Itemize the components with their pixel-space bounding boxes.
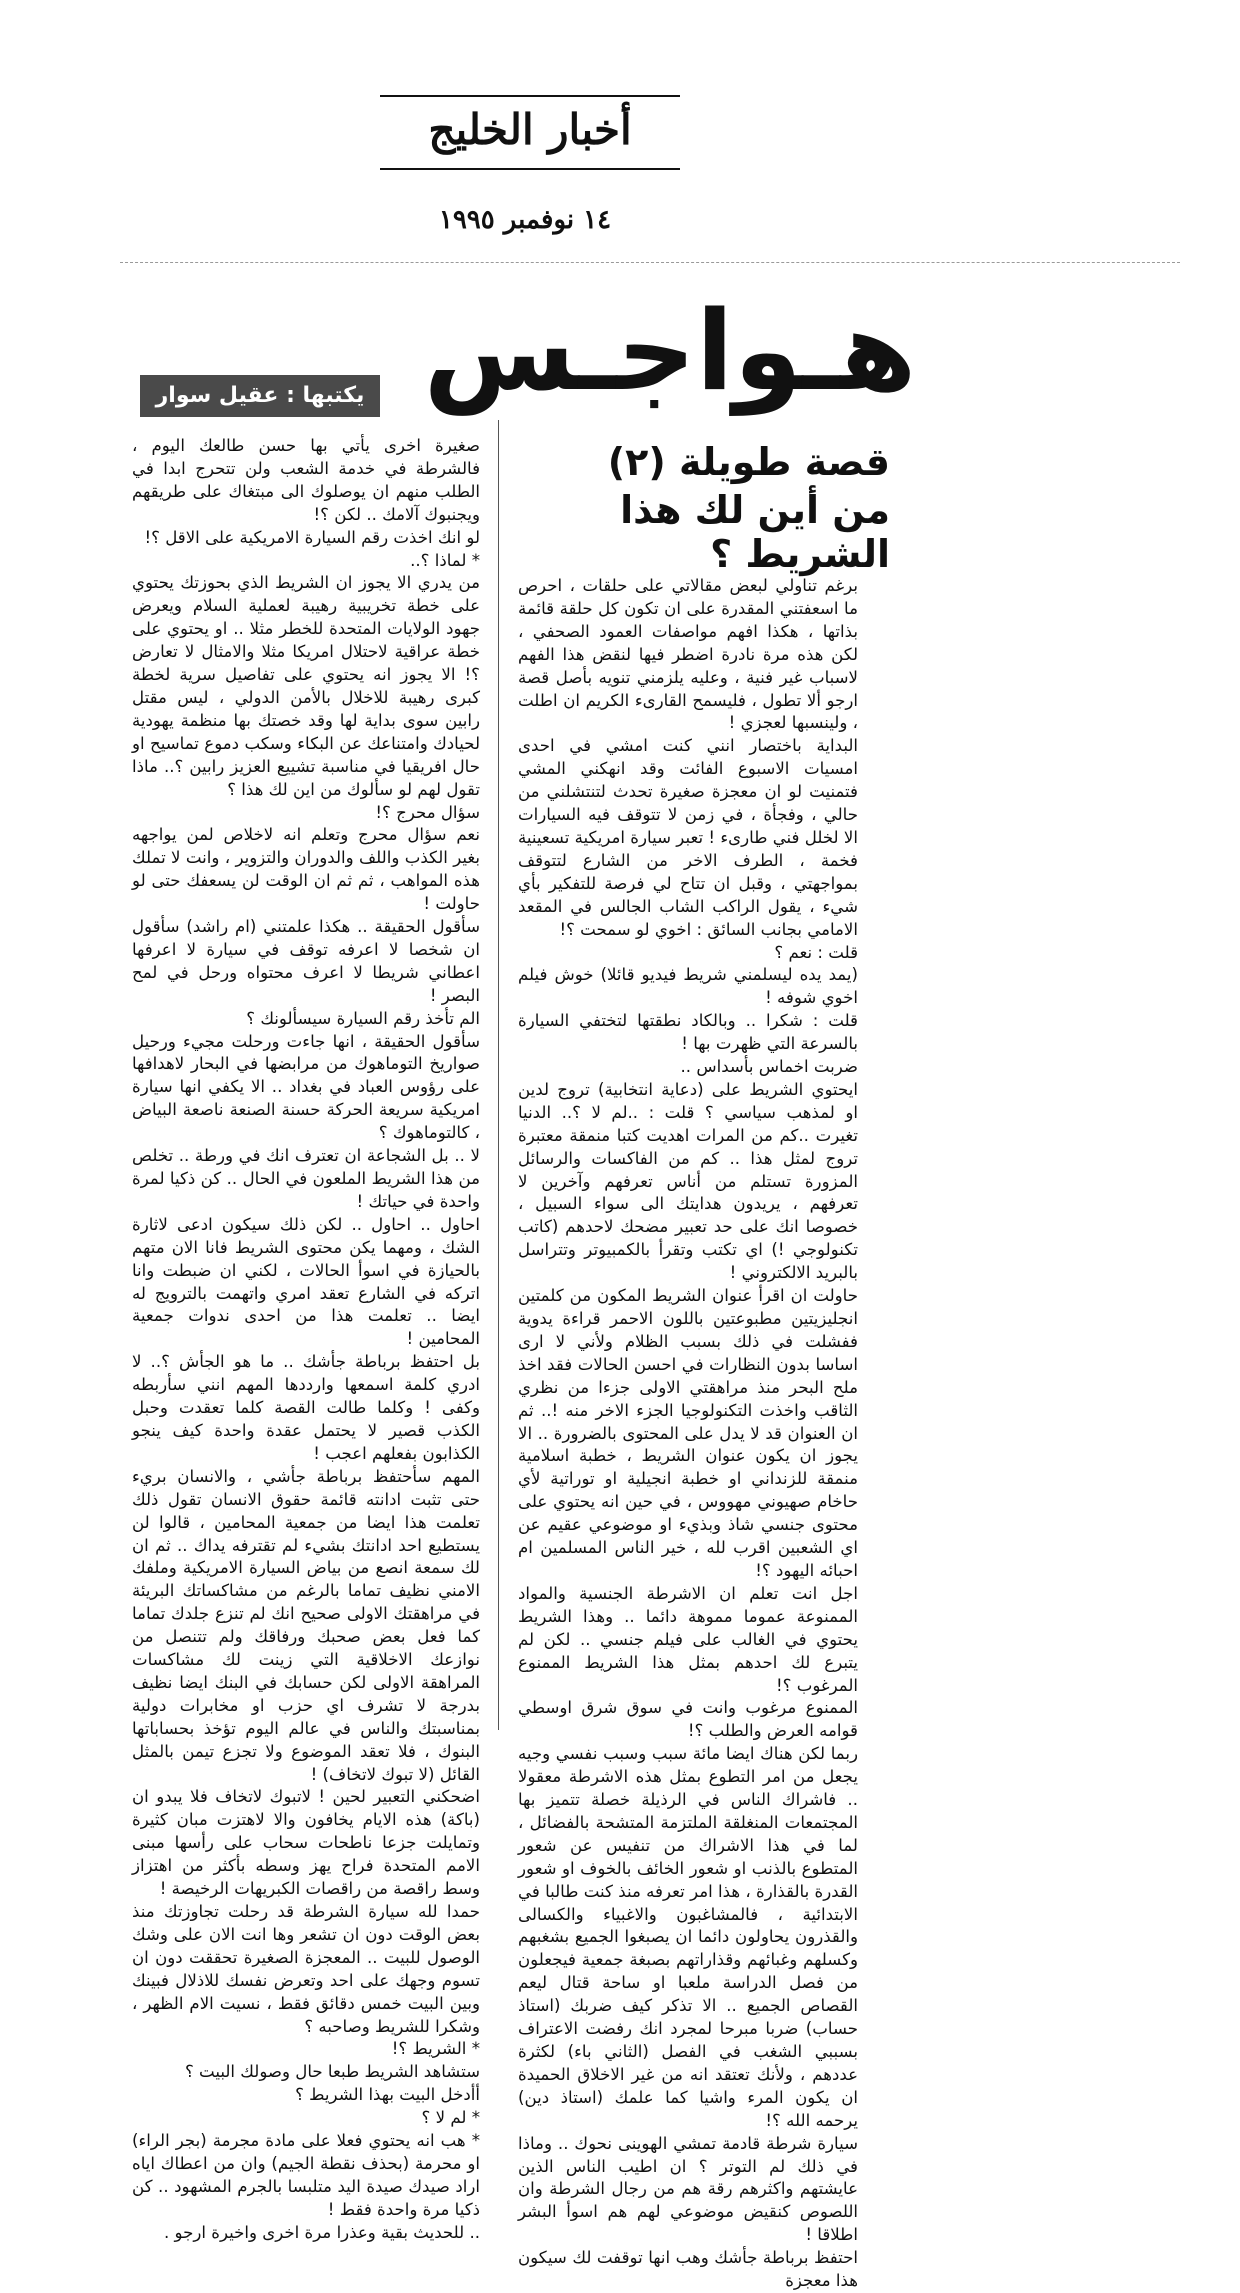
byline-box: يكتبها : عقيل سوار	[140, 375, 380, 417]
newspaper-masthead	[380, 95, 680, 170]
article-headline: قصة طويلة (٢)	[607, 440, 890, 484]
header-rule	[120, 262, 1180, 264]
article-body-left-column: صغيرة اخرى يأتي بها حسن طالعك اليوم ، فالشرطة في خدمة الشعب ولن تتحرج ابدا في الطلب منهم ان يوصلوك الى مبتغاك على طريقهم ويجنبوك آلامك .. لكن ؟! لو انك اخذت رقم السيارة الامريكية على الاقل ؟! * لماذا ؟.. من يدري الا يجوز ان الشريط الذي بحوزتك يحتوي على خطة تخريبية رهيبة لعملية السلام ويعرض جهود الولايات المتحدة للخطر مثلا .. او يحتوي على خطة عراقية لاحتلال امريكا مثلا والامثال لا تعارض ؟! الا يجوز انه يحتوي على تفاصيل سرية لخطة كبرى رهيبة للاخلال بالأمن الدولي ، ليس مقتل رابين سوى بداية لها وقد خصتك بها منظمة يهودية لحيادك وامتناعك عن البكاء وسكب دموع تماسيح او حال افريقيا في مناسبة تشييع العزيز رابين ؟.. ماذا تقول لهم لو سألوك من اين لك هذا ؟ سؤال محرج ؟! نعم سؤال محرج وتعلم انه لاخلاص لمن يواجهه بغير الكذب واللف والدوران والتزوير ، وانت لا تملك هذه المواهب ، ثم ثم ان الوقت لن يسعفك حتى لو حاولت ! سأقول الحقيقة .. هكذا علمتني (ام راشد) سأقول ان شخصا لا اعرفه توقف في سيارة لا اعرفها اعطاني شريطا لا اعرف محتواه ورحل في لمح البصر ! الم تأخذ رقم السيارة سيسألونك ؟ سأقول الحقيقة ، انها جاءت ورحلت مجيء ورحيل صواريخ التوماهوك من مرابضها في البحار لاهدافها على رؤوس العباد في بغداد .. الا يكفي انها سيارة امريكية سريعة الحركة حسنة الصنعة ناصعة البياض ، كالتوماهوك ؟ لا .. بل الشجاعة ان تعترف انك في ورطة .. تخلص من هذا الشريط الملعون في الحال .. كن ذكيا لمرة واحدة في حياتك ! احاول .. احاول .. لكن ذلك سيكون ادعى لاثارة الشك ، ومهما يكن محتوى الشريط فانا الان متهم بالحيازة في اسوأ الحالات ، لكني ان ضبطت وانا اتركه في الشارع تعقد امري واتهمت بالترويج له ايضا .. تعلمت هذا من احدى ندوات جمعية المحامين ! بل احتفظ برباطة جأشك .. ما هو الجأش ؟.. لا ادري كلمة اسمعها وارددها المهم انني سأربطه وكفى ! وكلما طالت القصة كلما تعقدت وحبل الكذب قصير لا يحتمل عقدة واحدة كيف ينجو الكذابون بفعلهم اعجب ! المهم سأحتفظ برباطة جأشي ، والانسان بريء حتى تثبت ادانته قائمة حقوق الانسان تقول ذلك تعلمت هذا ايضا من جمعية المحامين ، قالوا لن يستطيع احد ادانتك بشيء لم تقترفه يداك .. ثم ان لك سمعة انصع من بياض السيارة الامريكية وملفك الامني نظيف تماما بالرغم من مشاكساتك البريئة في مراهقتك الاولى صحيح انك لم تنزع جلدك تماما كما فعل بعض صحبك ورفاقك ولم تتنصل من نوازعك الاخلاقية التي زينت لك مشاكسات المراهقة الاولى لكن حسابك في البنك ايضا نظيف بدرجة لا تشرف اي حزب او مخابرات دولية بمناسبتك والناس في عالم اليوم تؤخذ بحساباتها البنوك ، فلا تعقد الموضوع ولا تجزع تيمن بالمثل القائل (لا تبوك لاتخاف) ! اضحكني التعبير لحين ! لاتبوك لاتخاف فلا يبدو ان (باكة) هذه الايام يخافون والا لاهتزت مبان كثيرة وتمايلت جزعا ناطحات سحاب على رأسها مبنى الامم المتحدة فراح يهز وسطه بأكثر من اهتزاز وسط راقصة من راقصات الكبريهات الرخيصة ! حمدا لله سيارة الشرطة قد رحلت تجاوزتك منذ بعض الوقت دون ان تشعر وها انت الان على وشك الوصول للبيت .. المعجزة الصغيرة تحققت دون ان تسوم وجهك على احد وتعرض نفسك للاذلال فبينك وبين البيت خمس دقائق فقط ، نسيت الام الظهر ، وشكرا للشريط وصاحبه ؟ * الشريط ؟! ستشاهد الشريط طبعا حال وصولك البيت ؟ أأدخل البيت بهذا الشريط ؟ * لم لا ؟ * هب انه يحتوي فعلا على مادة مجرمة (بجر الراء) او محرمة (بحذف نقطة الجيم) وان من اعطاك اياه اراد صيدك صيدة اليد متلبسا بالجرم المشهود .. كن ذكيا مرة واحدة فقط ! .. للحديث بقية وعذرا مرة اخرى واخيرة ارجو .	[132, 436, 480, 2242]
article-body-right-column: برغم تناولي لبعض مقالاتي على حلقات ، احرص ما اسعفتني المقدرة على ان تكون كل حلقة قائمة بذاتها ، هكذا افهم مواصفات العمود الصحفي ، لكن هذه مرة نادرة اضطر فيها لنقض هذا الفهم لاسباب غير فنية ، وعليه يلزمني تنويه بأصل قصة ارجو ألا تطول ، فليسمح القارىء الكريم ان اطلت ، ولينسبها لعجزي ! البداية باختصار انني كنت امشي في احدى امسيات الاسبوع الفائت وقد انهكني المشي فتمنيت لو ان معجزة صغيرة تحدث لتنتشلني من حالي ، وفجأة ، في زمن لا تتوقف فيه السيارات الا لخلل فني طارىء ! تعبر سيارة امريكية تسعينية فخمة ، الطرف الاخر من الشارع لتتوقف بمواجهتي ، وقبل ان تتاح لي فرصة للتفكير بأي شيء ، يقول الراكب الشاب الجالس في المقعد الامامي بجانب السائق : اخوي لو سمحت ؟! قلت : نعم ؟ (يمد يده ليسلمني شريط فيديو قائلا) خوش فيلم اخوي شوفه ! قلت : شكرا .. وبالكاد نطقتها لتختفي السيارة بالسرعة التي ظهرت بها ! ضربت اخماس بأسداس .. ايحتوي الشريط على (دعاية انتخابية) تروج لدين او لمذهب سياسي ؟ قلت : ..لم لا ؟.. الدنيا تغيرت ..كم من المرات اهديت كتبا منمقة معتبرة تروج لمثل هذا .. كم من الفاكسات والرسائل المزورة تستلم من أناس تعرفهم وآخرين لا تعرفهم ، يريدون هدايتك الى سواء السبيل ، خصوصا انك على حد تعبير مضحك لاحدهم (كاتب تكنولوجي !) اي تكتب وتقرأ بالكمبيوتر وتتراسل بالبريد الالكتروني ! حاولت ان اقرأ عنوان الشريط المكون من كلمتين انجليزيتين مطبوعتين باللون الاحمر قراءة يدوية ففشلت في ذلك بسبب الظلام ولأني لا ارى اساسا بدون النظارات في احسن الحالات فقد اخذ ملح البحر منذ مراهقتي الاولى جزءا من نظري الثاقب واخذت التكنولوجيا الجزء الاخر منه !.. ثم ان العنوان قد لا يدل على المحتوى بالضرورة .. الا يجوز ان يكون عنوان الشريط ، خطبة اسلامية منمقة للزنداني او خطبة انجيلية او توراتية لأي حاخام صهيوني مهووس ، في حين انه يحتوي على محتوى جنسي شاذ وبذيء او موضوعي عقيم عن اي الشعبين اقرب لله ، خير الناس المسلمين ام احبائه اليهود ؟! اجل انت تعلم ان الاشرطة الجنسية والمواد الممنوعة عموما مموهة دائما .. وهذا الشريط يحتوي في الغالب على فيلم جنسي .. لكن لم يتبرع لك احدهم بمثل هذا الشريط الممنوع المرغوب ؟! الممنوع مرغوب وانت في سوق شرق اوسطي قوامه العرض والطلب ؟! ربما لكن هناك ايضا مائة سبب وسبب نفسي وجيه يجعل من امر التطوع بمثل هذه الاشرطة معقولا .. فاشراك الناس في الرذيلة خصلة تتميز بها المجتمعات المنغلقة الملتزمة المتشحة بالفضائل ، لما في هذا الاشراك من تنفيس عن شعور المتطوع بالذنب او شعور الخائف بالخوف او شعور القدرة بالقذارة ، هذا امر تعرفه منذ كنت طالبا في الابتدائية ، فالمشاغبون والاغبياء والكسالى والقذرون يحاولون دائما ان يصبغوا الجميع بشغبهم وكسلهم وغبائهم وقذاراتهم بصبغة جمعية فيجعلون من فصل الدراسة ملعبا او ساحة قتال ليعم القصاص الجميع .. الا تذكر كيف ضربك (استاذ حساب) ضربا مبرحا لمجرد انك رفضت الاعتراف بسببي الشغب في الفصل (الثاني باء) لكثرة عددهم ، ولأنك تعتقد انه من غير الاخلاق الحميدة ان يكون المرء واشيا كما علمك (استاذ دين) يرحمه الله ؟! سيارة شرطة قادمة تمشي الهوينى نحوك .. وماذا في ذلك لم التوتر ؟ ان اطيب الناس الذين عايشتهم واكثرهم رقة هم من رجال الشرطة وان اللصوص كنقيض موضوعي لهم هم اسوأ البشر اطلاقا ! احتفظ برباطة جأشك وهب انها توقفت لك سيكون هذا معجزة	[518, 576, 858, 2291]
column-divider	[498, 420, 499, 1730]
masthead-name: أخبار الخليج	[428, 105, 632, 154]
publication-date: ١٤ نوفمبر ١٩٩٥	[438, 205, 612, 235]
article-subheadline: من أين لك هذا الشريط ؟	[620, 488, 890, 576]
column-title: هـواجـس	[423, 287, 917, 415]
